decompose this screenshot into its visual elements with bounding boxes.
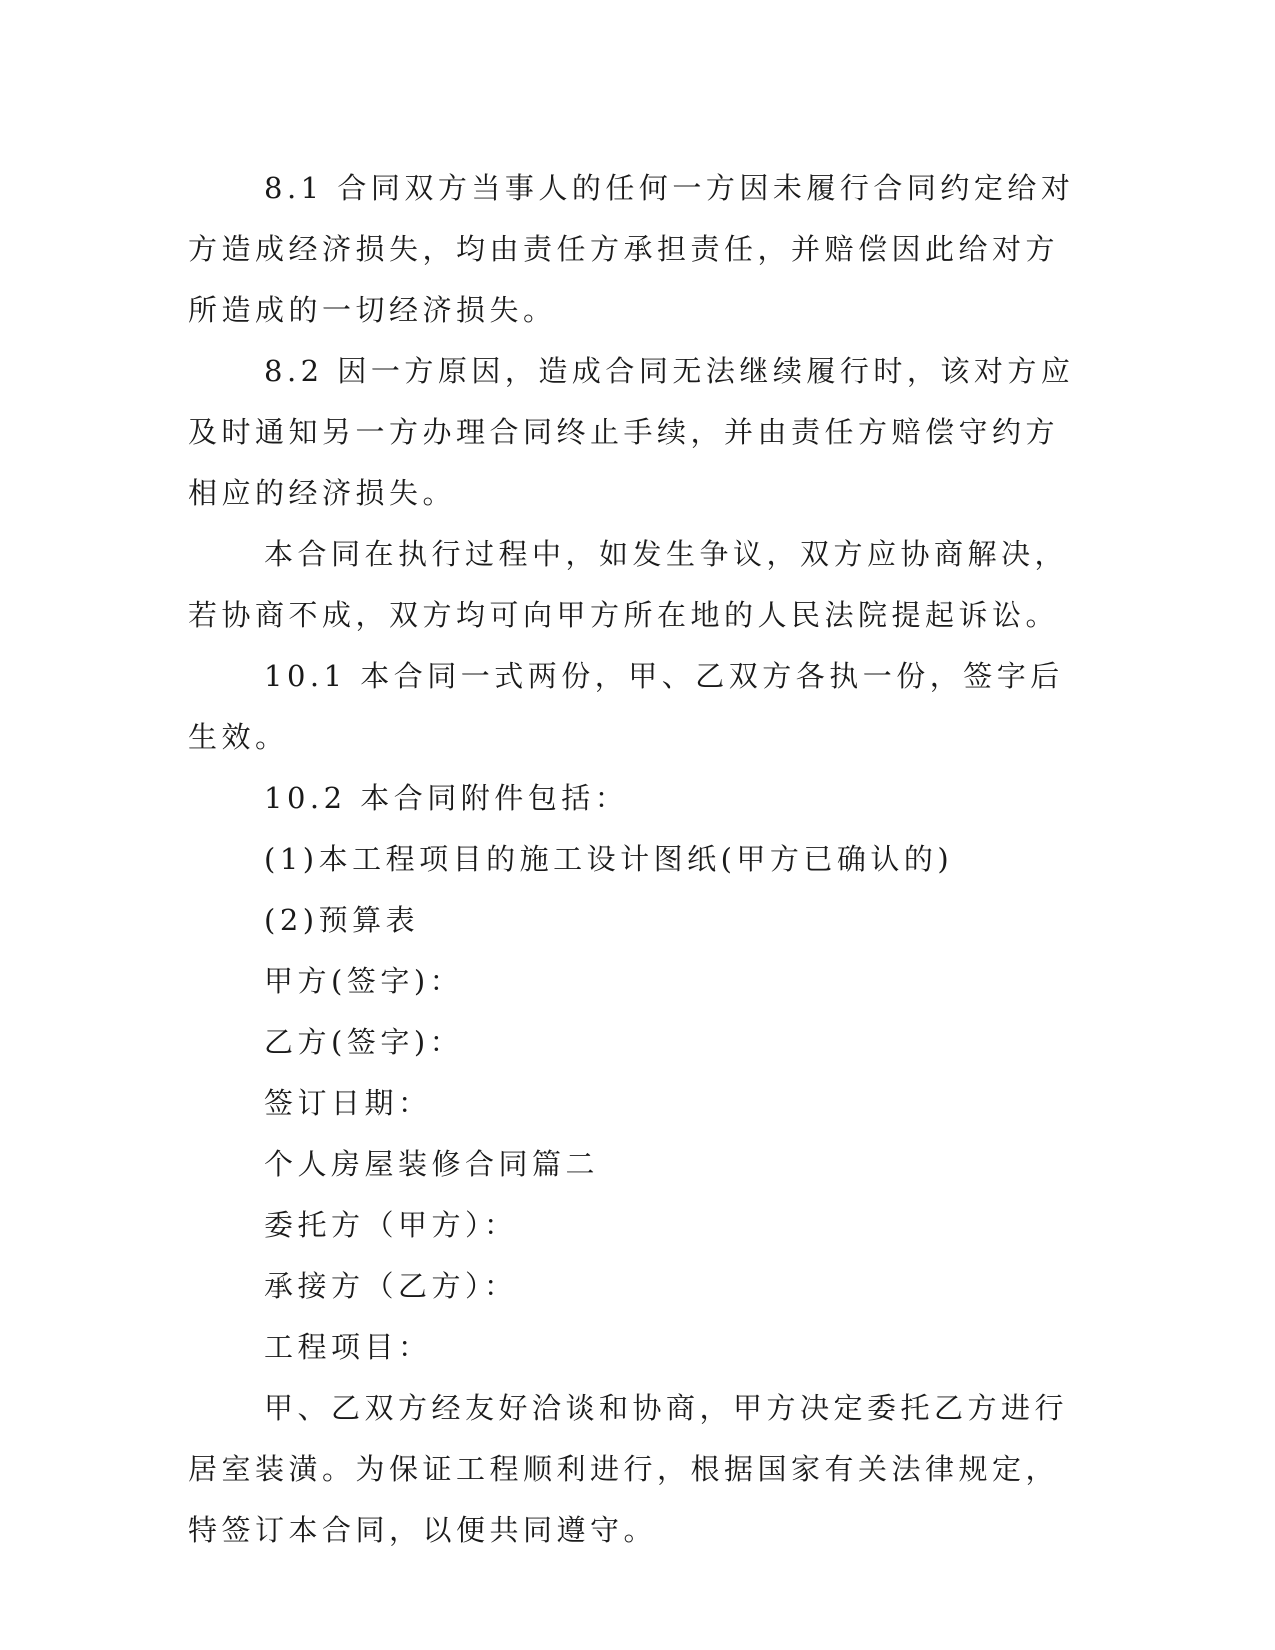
- project-line: 工程项目：: [264, 1330, 432, 1364]
- paragraph-intro: 甲、乙双方经友好洽谈和协商，甲方决定委托乙方进行居室装潢。为保证工程顺利进行，根据国家有关法律规定，特签订本合同，以便共同遵守。: [188, 1391, 1069, 1547]
- party-a-signature-line: 甲方(签字)：: [264, 964, 464, 998]
- attachment-item-1: (1)本工程项目的施工设计图纸(甲方已确认的): [264, 842, 954, 876]
- document-body: [188, 158, 1088, 1561]
- paragraph-10-2: 10.2 本合同附件包括：: [264, 781, 629, 815]
- paragraph-dispute: 本合同在执行过程中，如发生争议，双方应协商解决，若协商不成，双方均可向甲方所在地的人民法院提起诉讼。: [188, 537, 1069, 632]
- party-b-signature-line: 乙方(签字)：: [264, 1025, 464, 1059]
- attachment-item-2: (2)预算表: [264, 903, 420, 937]
- client-party-line: 委托方（甲方）：: [264, 1208, 518, 1242]
- paragraph-10-1: 10.1 本合同一式两份，甲、乙双方各执一份，签字后生效。: [188, 659, 1064, 754]
- signing-date-line: 签订日期：: [264, 1086, 432, 1120]
- section-title: 个人房屋装修合同篇二: [264, 1147, 600, 1181]
- paragraph-8-2: 8.2 因一方原因，造成合同无法继续履行时，该对方应及时通知另一方办理合同终止手续，并由责任方赔偿守约方相应的经济损失。: [188, 354, 1075, 510]
- contractor-party-line: 承接方（乙方）：: [264, 1269, 518, 1303]
- paragraph-8-1: 8.1 合同双方当事人的任何一方因未履行合同约定给对方造成经济损失，均由责任方承担责任，并赔偿因此给对方所造成的一切经济损失。: [188, 171, 1075, 327]
